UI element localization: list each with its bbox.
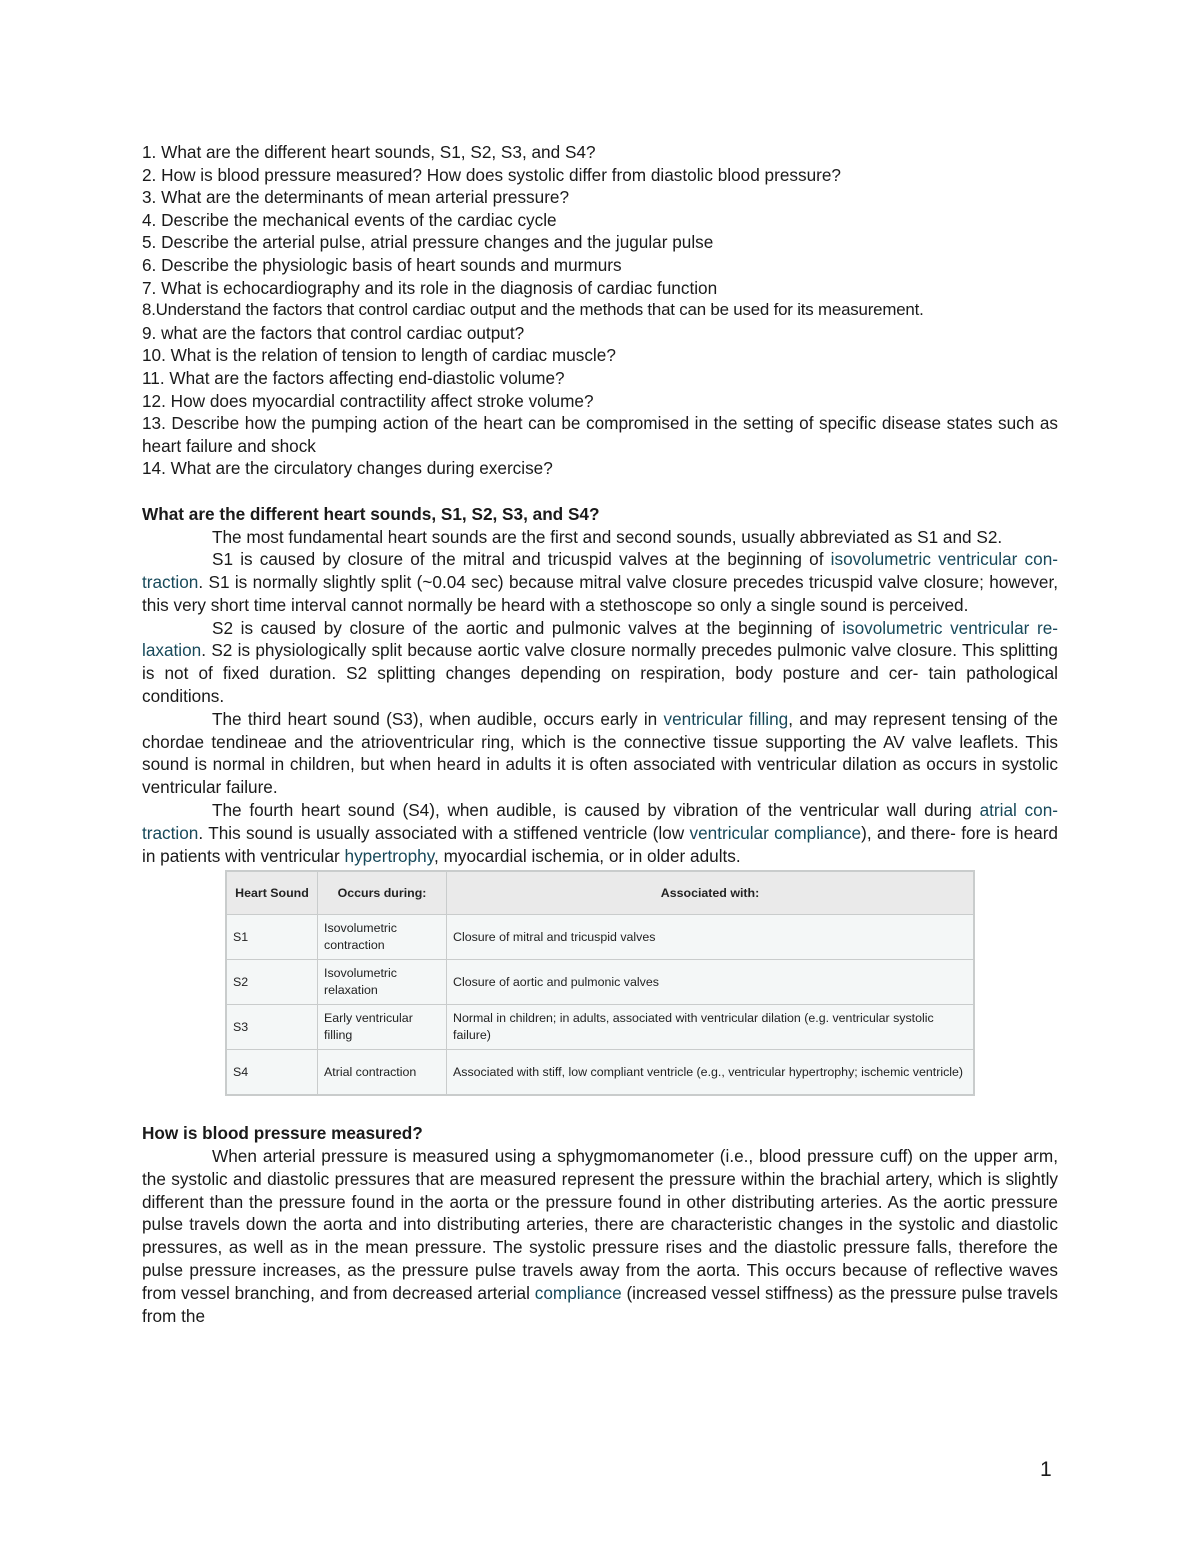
document-page	[142, 141, 1058, 1327]
table-cell: S2	[226, 960, 318, 1005]
table-cell: Early ventricular filling	[318, 1005, 447, 1050]
table-cell: Associated with stiff, low compliant ventricle (e.g., ventricular hypertrophy; ischemic ventricle)	[447, 1050, 975, 1096]
table-header: Occurs during:	[318, 871, 447, 915]
section-heading-heart-sounds: What are the different heart sounds, S1, S2, S3, and S4?	[142, 503, 600, 524]
list-item: 7. What is echocardiography and its role in the diagnosis of cardiac function	[142, 277, 718, 298]
list-item: 11. What are the factors affecting end-diastolic volume?	[142, 367, 565, 388]
page-number: 1	[1040, 1458, 1052, 1481]
question-list	[142, 141, 1058, 480]
table-cell: S1	[226, 915, 318, 960]
heart-sounds-table	[225, 870, 975, 1096]
section-heading-blood-pressure: How is blood pressure measured?	[142, 1123, 423, 1144]
table-row	[226, 1005, 974, 1050]
list-item: 6. Describe the physiologic basis of heart sounds and murmurs	[142, 254, 622, 275]
list-item: 14. What are the circulatory changes during exercise?	[142, 458, 553, 479]
paragraph: When arterial pressure is measured using a sphygmomanometer (i.e., blood pressure cuff) on the upper arm, the systolic and diastolic pressures that are measured represent the pressure within the brachial artery, which is slightly different than the pressure found in the aorta or the pressure found in other distributing arteries. As the aortic pressure pulse travels down the aorta and into distributing arteries, there are characteristic changes in the systolic and diastolic pressures, as well as in the mean pressure. The systolic pressure rises and the diastolic pressure falls, therefore the pulse pressure increases, as the pressure pulse travels away from the aorta. This occurs because of reflective waves from vessel branching, and from decreased arterial compliance (increased vessel stiffness) as the pressure pulse travels from the	[142, 1146, 1058, 1326]
table-header: Heart Sound	[226, 871, 318, 915]
list-item: 5. Describe the arterial pulse, atrial pressure changes and the jugular pulse	[142, 232, 714, 253]
table-cell: Isovolumetric contraction	[318, 915, 447, 960]
list-item: 13. Describe how the pumping action of the heart can be compromised in the setting of specific disease states such as heart failure and shock	[142, 413, 1058, 456]
table-row	[226, 1050, 974, 1096]
table-cell: Atrial contraction	[318, 1050, 447, 1096]
list-item: 3. What are the determinants of mean arterial pressure?	[142, 187, 570, 208]
link-atrial-contraction[interactable]: atrial con- traction	[142, 800, 1058, 843]
table-cell: Closure of aortic and pulmonic valves	[447, 960, 975, 1005]
link-hypertrophy[interactable]: hypertrophy	[344, 845, 435, 866]
list-item: 10. What is the relation of tension to length of cardiac muscle?	[142, 345, 616, 366]
list-item: 2. How is blood pressure measured? How does systolic differ from diastolic blood pressure?	[142, 164, 841, 185]
list-item: 4. Describe the mechanical events of the cardiac cycle	[142, 209, 557, 230]
table-header: Associated with:	[447, 871, 975, 915]
list-item: 8.Understand the factors that control cardiac output and the methods that can be used for its measurement.	[142, 300, 924, 320]
link-isovolumetric-contraction[interactable]: isovolumetric ventricular con- traction	[142, 549, 1058, 593]
paragraph: The third heart sound (S3), when audible, occurs early in ventricular filling, and may represent tensing of the chordae tendineae and the atrioventricular ring, which is the connective tissue supporting the AV valve leaflets. This sound is normal in children, but when heard in adults it is often associated with ventricular dilation as occurs in systolic ventricular failure.	[142, 708, 1058, 798]
link-ventricular-compliance[interactable]: ventricular compliance	[689, 822, 862, 843]
table-cell: Normal in children; in adults, associated with ventricular dilation (e.g. ventricular systolic failure)	[447, 1005, 975, 1050]
link-compliance[interactable]: compliance	[534, 1282, 622, 1303]
table-row	[226, 915, 974, 960]
list-item: 9. what are the factors that control cardiac output?	[142, 322, 525, 343]
link-ventricular-filling[interactable]: ventricular filling	[663, 708, 789, 729]
table-cell: S3	[226, 1005, 318, 1050]
table-cell: S4	[226, 1050, 318, 1096]
paragraph: The most fundamental heart sounds are the first and second sounds, usually abbreviated as S1 and S2.	[212, 526, 1003, 547]
link-isovolumetric-relaxation[interactable]: isovolumetric ventricular re- laxation	[142, 617, 1058, 661]
table-header-row	[226, 871, 974, 915]
paragraph: S2 is caused by closure of the aortic and pulmonic valves at the beginning of isovolumetric ventricular re- laxation. S2 is physiologically split because aortic valve closure normally precedes pulmonic valve closure. This splitting is not of fixed duration. S2 splitting changes depending on respiration, body posture and cer- tain pathological conditions.	[142, 617, 1058, 707]
list-item: 1. What are the different heart sounds, S1, S2, S3, and S4?	[142, 142, 596, 162]
table-row	[226, 960, 974, 1005]
table-cell: Closure of mitral and tricuspid valves	[447, 915, 975, 960]
paragraph: The fourth heart sound (S4), when audible, is caused by vibration of the ventricular wall during atrial con- traction. This sound is usually associated with a stiffened ventricle (low ventricular compliance), and there- fore is heard in patients with ventricular hypertrophy, myocardial ischemia, or in older adults.	[142, 800, 1058, 866]
list-item: 12. How does myocardial contractility affect stroke volume?	[142, 390, 594, 411]
paragraph: S1 is caused by closure of the mitral and tricuspid valves at the beginning of isovolumetric ventricular con- traction. S1 is normally slightly split (~0.04 sec) because mitral valve closure precedes tricuspid valve closure; however, this very short time interval cannot normally be heard with a stethoscope so only a single sound is perceived.	[142, 549, 1058, 615]
table-cell: Isovolumetric relaxation	[318, 960, 447, 1005]
